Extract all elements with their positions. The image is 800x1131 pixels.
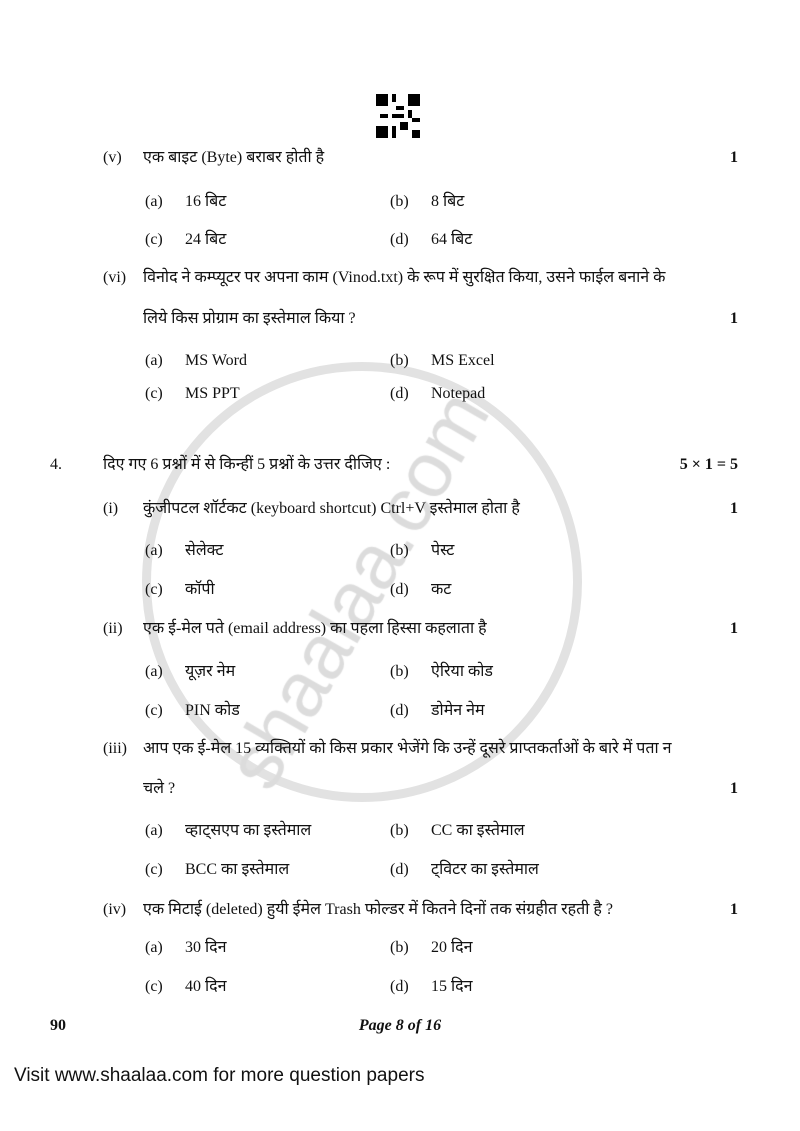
- option-label: (b): [390, 193, 409, 210]
- question-text: आप एक ई-मेल 15 व्यक्तियों को किस प्रकार भेजेंगे कि उन्हें दूसरे प्राप्तकर्ताओं के बारे में पता न: [143, 740, 672, 757]
- option-text: यूज़र नेम: [185, 663, 236, 680]
- option-text: कट: [431, 581, 452, 598]
- option-text: कॉपी: [185, 581, 215, 598]
- option-text: PIN कोड: [185, 702, 240, 719]
- option-label: (d): [390, 231, 409, 248]
- option-label: (b): [390, 352, 409, 369]
- option-label: (b): [390, 822, 409, 839]
- option-label: (b): [390, 663, 409, 680]
- option-text: 40 दिन: [185, 978, 227, 995]
- option-label: (a): [145, 542, 163, 559]
- section-4-number: 4.: [50, 456, 62, 473]
- option-text: 8 बिट: [431, 193, 465, 210]
- option-label: (d): [390, 861, 409, 878]
- option-text: व्हाट्सएप का इस्तेमाल: [185, 822, 312, 839]
- question-text: चले ?: [143, 780, 176, 797]
- option-text: 24 बिट: [185, 231, 227, 248]
- question-number: (i): [103, 500, 119, 517]
- option-label: (a): [145, 822, 163, 839]
- paper-code: 90: [50, 1017, 66, 1034]
- option-label: (a): [145, 663, 163, 680]
- section-4-instruction: दिए गए 6 प्रश्नों में से किन्हीं 5 प्रश्नों के उत्तर दीजिए :: [103, 456, 391, 473]
- option-label: (b): [390, 542, 409, 559]
- option-label: (a): [145, 352, 163, 369]
- question-text: एक ई-मेल पते (email address) का पहला हिस्सा कहलाता है: [143, 620, 487, 637]
- option-label: (a): [145, 193, 163, 210]
- option-text: पेस्ट: [431, 542, 455, 559]
- option-label: (c): [145, 231, 163, 248]
- question-marks: 1: [730, 901, 738, 918]
- question-number: (ii): [103, 620, 123, 637]
- option-text: Notepad: [431, 385, 486, 402]
- option-label: (d): [390, 581, 409, 598]
- option-label: (d): [390, 978, 409, 995]
- option-text: MS PPT: [185, 385, 240, 402]
- option-label: (c): [145, 978, 163, 995]
- option-text: 30 दिन: [185, 939, 227, 956]
- question-text: लिये किस प्रोग्राम का इस्तेमाल किया ?: [143, 310, 356, 327]
- section-4-marks: 5 × 1 = 5: [679, 456, 738, 473]
- option-text: ट्विटर का इस्तेमाल: [431, 861, 539, 878]
- option-text: 15 दिन: [431, 978, 473, 995]
- option-text: BCC का इस्तेमाल: [185, 861, 290, 878]
- question-number: (v): [103, 149, 122, 166]
- option-text: MS Excel: [431, 352, 495, 369]
- option-text: 20 दिन: [431, 939, 473, 956]
- question-text: एक मिटाई (deleted) हुयी ईमेल Trash फोल्डर में कितने दिनों तक संग्रहीत रहती है ?: [143, 901, 613, 918]
- option-label: (d): [390, 702, 409, 719]
- option-text: ऐरिया कोड: [431, 663, 493, 680]
- option-text: 64 बिट: [431, 231, 473, 248]
- option-text: 16 बिट: [185, 193, 227, 210]
- question-text: एक बाइट (Byte) बराबर होती है: [143, 149, 325, 166]
- option-label: (c): [145, 385, 163, 402]
- option-label: (c): [145, 581, 163, 598]
- qr-code-icon: [376, 94, 420, 138]
- question-marks: 1: [730, 310, 738, 327]
- visit-link[interactable]: Visit www.shaalaa.com for more question papers: [14, 1065, 425, 1086]
- option-label: (c): [145, 861, 163, 878]
- option-text: डोमेन नेम: [431, 702, 485, 719]
- option-text: CC का इस्तेमाल: [431, 822, 525, 839]
- option-label: (c): [145, 702, 163, 719]
- option-text: MS Word: [185, 352, 247, 369]
- question-number: (iii): [103, 740, 127, 757]
- option-label: (a): [145, 939, 163, 956]
- question-text: कुंजीपटल शॉर्टकट (keyboard shortcut) Ctrl+V इस्तेमाल होता है: [143, 500, 520, 517]
- question-number: (vi): [103, 269, 127, 286]
- option-label: (d): [390, 385, 409, 402]
- question-text: विनोद ने कम्प्यूटर पर अपना काम (Vinod.txt) के रूप में सुरक्षित किया, उसने फाईल बनाने के: [143, 269, 666, 286]
- option-label: (b): [390, 939, 409, 956]
- question-marks: 1: [730, 620, 738, 637]
- question-number: (iv): [103, 901, 127, 918]
- question-marks: 1: [730, 149, 738, 166]
- question-marks: 1: [730, 500, 738, 517]
- question-marks: 1: [730, 780, 738, 797]
- option-text: सेलेक्ट: [185, 542, 224, 559]
- page-number: Page 8 of 16: [358, 1017, 442, 1034]
